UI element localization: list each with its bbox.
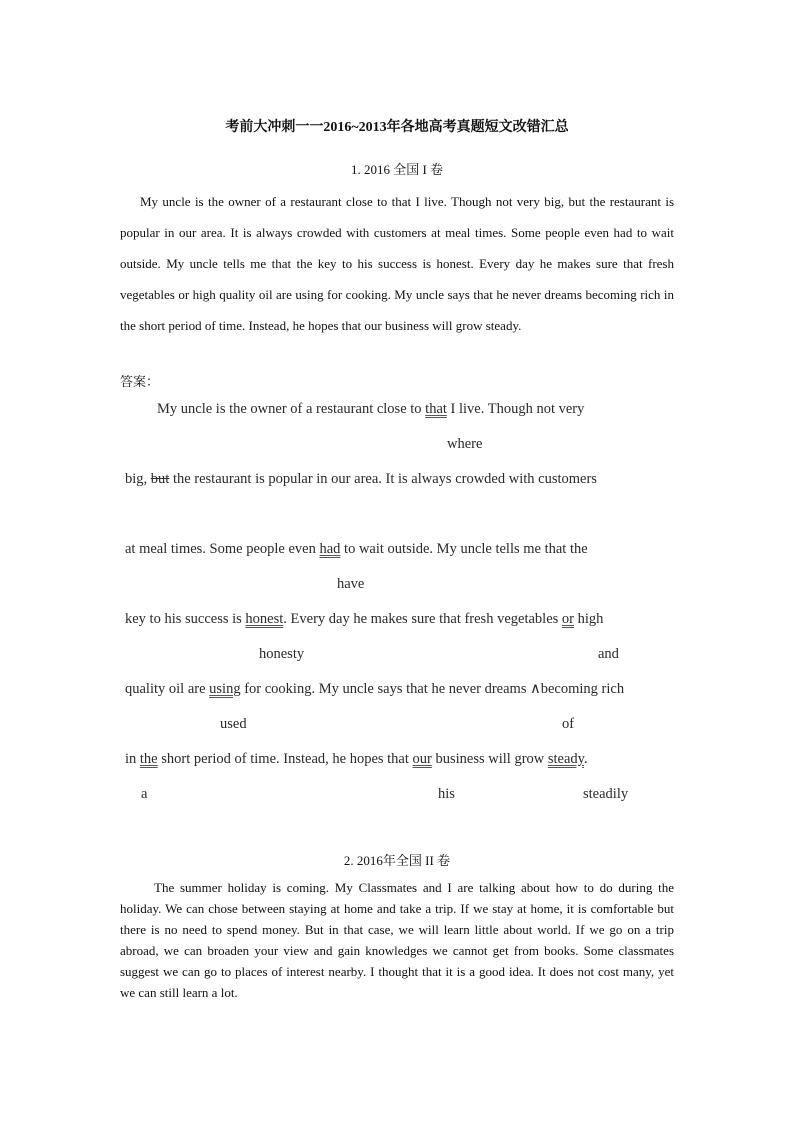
answer-text: short period of time. Instead, he hopes that [157, 751, 413, 767]
correction-and: and [598, 646, 619, 662]
answer-text: I live. Though not very [446, 401, 585, 417]
correction-where: where [447, 436, 483, 452]
correction-his: his [438, 786, 455, 802]
answer-text: . Every day he makes sure that fresh vegetables [283, 611, 562, 627]
error-word: had [319, 541, 341, 557]
answer-text: the restaurant is popular in our area. It is always crowded with customers [169, 471, 597, 487]
answer-text: at meal times. Some people even [125, 541, 320, 557]
section-2-heading: 2. 2016年全国 II 卷 [343, 853, 451, 868]
answer-text: high [574, 611, 604, 627]
section-1-paragraph: My uncle is the owner of a restaurant close to that I live. Though not very big, but the restaurant is popular in our area. It is always crowded with customers at meal times. Some people even had to wait outside. My uncle tells me that the key to his success is honest. Every day he makes sure that fresh vegetables or high quality oil are using for cooking. My uncle says that he never dreams becoming rich in the short period of time. Instead, he hopes that our business will grow steady. [120, 194, 674, 333]
answer-text: business will grow [431, 751, 548, 767]
error-word: that [425, 401, 447, 417]
answer-line-6 [125, 749, 588, 769]
error-word: or [561, 611, 574, 627]
insertion-caret: ∧ [530, 681, 541, 697]
error-word: our [412, 751, 432, 767]
section-1-heading: 1. 2016 全国 I 卷 [350, 162, 444, 177]
answer-line-2 [125, 469, 597, 489]
correction-a: a [141, 786, 148, 802]
answer-text: . [583, 751, 588, 767]
answer-text: becoming rich [540, 681, 625, 697]
error-word: using [209, 681, 241, 697]
correction-have: have [337, 576, 365, 592]
answer-text: for cooking. My uncle says that he never dreams [240, 681, 531, 697]
answer-text: in [125, 751, 140, 767]
answer-text: quality oil are [125, 681, 210, 697]
answer-label: 答案： [120, 374, 160, 389]
answer-text: My uncle is the owner of a restaurant close to [157, 401, 426, 417]
correction-used: used [220, 716, 247, 732]
answer-text: key to his success is [125, 611, 246, 627]
answer-line-5 [125, 679, 624, 699]
answer-line-4 [125, 609, 603, 629]
correction-steadily: steadily [583, 786, 629, 802]
error-word: honest [245, 611, 284, 627]
answer-text: to wait outside. My uncle tells me that the [340, 541, 588, 557]
error-word: the [139, 751, 158, 767]
error-word: steady [547, 751, 584, 767]
answer-text: big, [125, 471, 151, 487]
correction-honesty: honesty [259, 646, 305, 662]
answer-line-1 [157, 399, 584, 419]
deleted-word: but [150, 471, 170, 487]
page-title: 考前大冲刺一一2016~2013年各地高考真题短文改错汇总 [225, 120, 569, 135]
answer-line-3 [125, 539, 588, 559]
correction-of: of [562, 716, 575, 732]
section-2-paragraph: The summer holiday is coming. My Classmates and I are talking about how to do during the holiday. We can chose between staying at home and take a trip. If we stay at home, it is comfortable but there is no need to spend money. But in that case, we will learn little about world. If we go on a trip abroad, we can broaden your view and gain knowledges we cannot get from books. Some classmates suggest we can go to places of interest nearby. I thought that it is a good idea. It does not cost many, yet we can still learn a lot. [120, 880, 674, 1000]
